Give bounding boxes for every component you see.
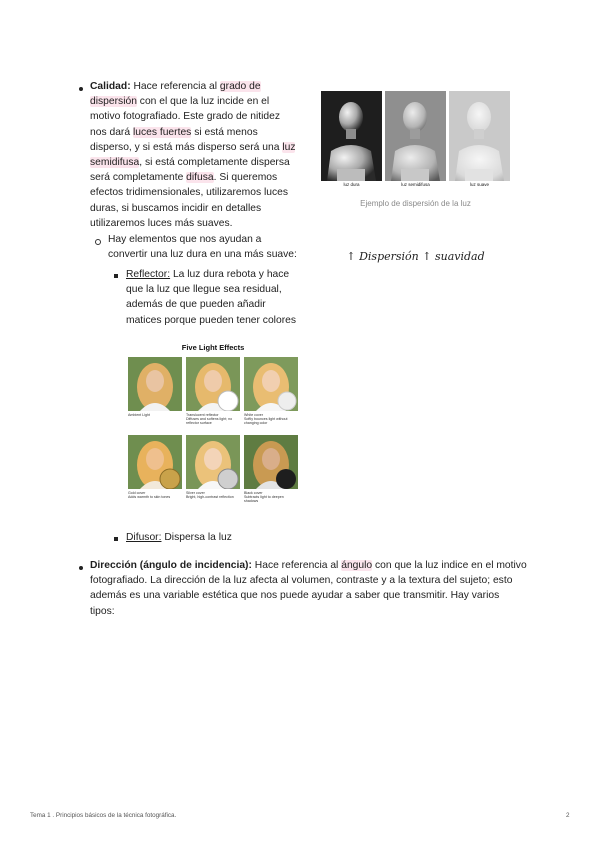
direccion-term: Dirección (ángulo de incidencia): — [90, 560, 252, 571]
bust-image-semidiffuse-light — [385, 91, 446, 181]
busts-caption: Ejemplo de dispersión de la luz — [360, 199, 471, 208]
calidad-term: Calidad: — [90, 81, 131, 92]
reflector-term: Reflector: — [126, 269, 171, 280]
bust-image-soft-light — [449, 91, 510, 181]
label-ambient: Ambient Light — [128, 413, 150, 417]
portrait-white-cover — [244, 357, 298, 411]
highlight-luces-fuertes: luces fuertes — [132, 126, 192, 138]
bullet-dot — [79, 566, 83, 570]
portrait-ambient — [128, 357, 182, 411]
difusor-paragraph: Difusor: Dispersa la luz — [126, 532, 232, 543]
dispersion-formula: ↑ Dispersión ↑ suavidad — [346, 250, 485, 263]
highlight-grado: grado de — [219, 81, 261, 92]
highlight-luz: luz — [282, 141, 296, 153]
bust-label-semidiffuse: luz semidifusa — [401, 182, 430, 187]
portrait-black-cover — [244, 435, 298, 489]
five-light-effects-figure — [126, 343, 300, 515]
label-white-cover: White cover Softly bounces light without changing color — [244, 413, 288, 425]
page-number: 2 — [566, 812, 570, 819]
bullet-circle — [95, 239, 101, 245]
reflector-paragraph: Reflector: La luz dura rebota y hace que la luz que llegue sea residual, además de que pueden añadir matices porque pueden tener colores — [126, 269, 297, 326]
highlight-dispersion: dispersión — [90, 96, 137, 108]
sub-paragraph: Hay elementos que nos ayudan a convertir una luz dura en una más suave: — [108, 234, 297, 261]
label-translucent: Translucent reflector Diffuses and softens light; no reflector surface — [186, 413, 233, 425]
portrait-translucent — [186, 357, 240, 411]
busts-figure — [321, 91, 510, 195]
bullet-dot — [79, 87, 83, 91]
label-silver-cover: Silver cover Bright, high-contrast reflection — [186, 491, 234, 499]
direccion-paragraph: Dirección (ángulo de incidencia): Hace referencia al ángulo con que la luz indice en el motivo fotografiado. La dirección de la luz afecta al volumen, contraste y a la textura del sujeto; esto además es una variable estética que nos puede ayudar a saber que transmitir. Hay varios tipos: — [90, 560, 527, 617]
footer-chapter-title: Tema 1 . Principios básicos de la técnica fotográfica. — [30, 812, 177, 819]
bust-label-soft: luz suave — [469, 182, 489, 187]
highlight-semidifusa: semidifusa — [90, 157, 140, 169]
label-black-cover: Black cover Subtracts light to deepen shadows — [244, 491, 284, 503]
portrait-silver-cover — [186, 435, 240, 489]
bullet-square — [114, 274, 118, 278]
portrait-gold-cover — [128, 435, 182, 489]
bust-label-hard: luz dura — [343, 182, 360, 187]
difusor-term: Difusor: — [126, 532, 162, 543]
highlight-difusa: difusa — [186, 172, 214, 184]
bust-image-hard-light — [321, 91, 382, 181]
five-light-effects-title: Five Light Effects — [181, 343, 245, 352]
label-gold-cover: Gold cover Adds warmth to skin tones — [128, 491, 171, 499]
bullet-square — [114, 537, 118, 541]
highlight-angulo: ángulo — [341, 560, 373, 571]
calidad-paragraph: Calidad: Hace referencia al grado de dispersión con el que la luz incide en el motivo fotografiado. Este grado de nitidez nos dará luces fuertes si está menos disperso, y si está más disperso será una luz semidifusa, si está completamente dispersa será completamente difusa. Si queremos efectos tridimensionales, utilizaremos luces duras, si buscamos incidir en detalles utilizaremos luces más suaves. — [90, 81, 296, 229]
